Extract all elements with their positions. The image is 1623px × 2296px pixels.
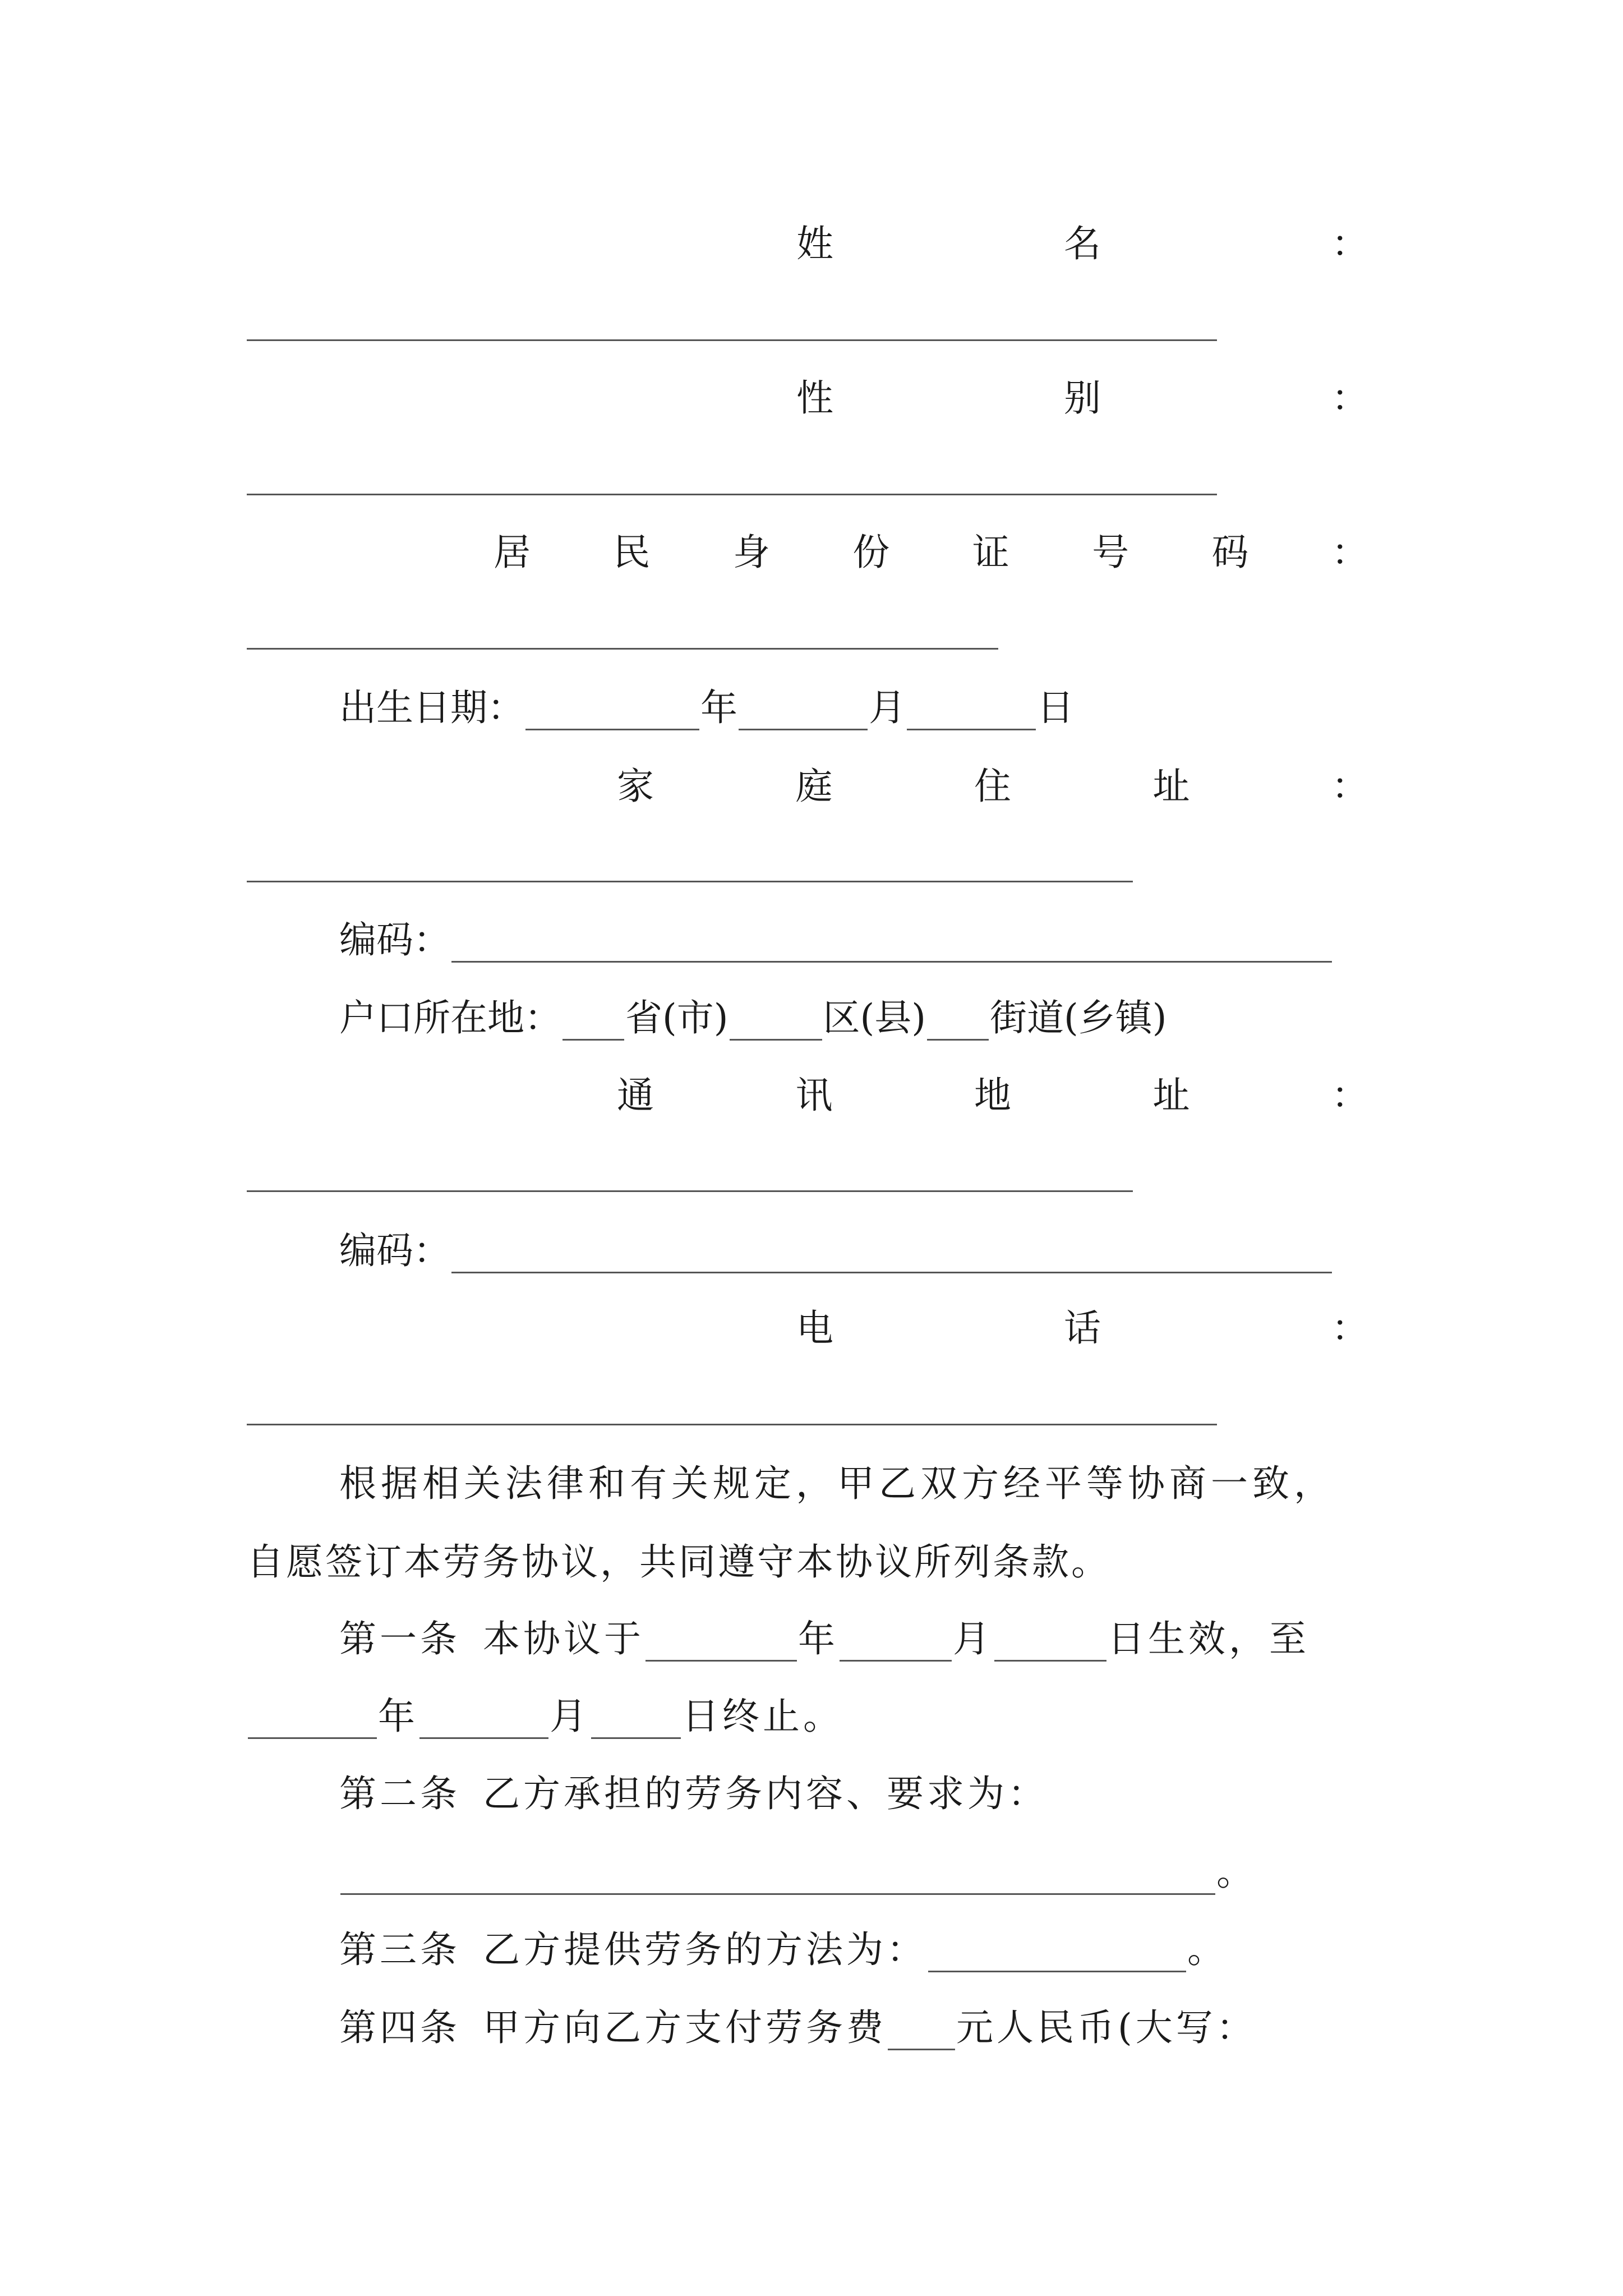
home-char-2: 庭 bbox=[795, 765, 833, 808]
article-3-line bbox=[339, 1927, 1228, 1972]
start-month-blank[interactable] bbox=[840, 1625, 952, 1662]
article-2-line-1 bbox=[339, 1772, 1048, 1816]
service-method-blank[interactable] bbox=[928, 1936, 1186, 1972]
article-2-line-2 bbox=[339, 1850, 1253, 1895]
start-year-blank[interactable] bbox=[645, 1625, 797, 1662]
article-3-heading: 第三条 bbox=[339, 1928, 460, 1971]
fee-amount-blank[interactable] bbox=[888, 2014, 955, 2050]
intro-text-2: 自愿签订本劳务协议，共同遵守本协议所列条款。 bbox=[247, 1540, 1110, 1584]
street-blank[interactable] bbox=[927, 1004, 989, 1041]
birth-date-row bbox=[339, 685, 1074, 730]
article-4-text-1: 甲方向乙方支付劳务费 bbox=[483, 2006, 887, 2049]
street-unit: 街道(乡镇) bbox=[990, 996, 1167, 1039]
home-char-1: 家 bbox=[617, 765, 654, 808]
phone-label-row bbox=[796, 1306, 1368, 1351]
name-colon: ： bbox=[1331, 222, 1368, 265]
name-char-1: 姓 bbox=[796, 222, 833, 265]
district-unit: 区(县) bbox=[823, 996, 926, 1039]
intro-paragraph-line-2 bbox=[247, 1540, 1110, 1585]
mail-char-1: 通 bbox=[617, 1074, 654, 1117]
phone-char-1: 电 bbox=[796, 1306, 833, 1350]
start-year-unit: 年 bbox=[798, 1617, 838, 1660]
end-day-blank[interactable] bbox=[591, 1703, 681, 1739]
household-registration-row bbox=[339, 996, 1167, 1041]
article-3-text: 乙方提供劳务的方法为： bbox=[483, 1928, 927, 1971]
province-unit: 省(市) bbox=[625, 996, 728, 1039]
id-colon: ： bbox=[1331, 531, 1368, 574]
postcode-blank-1[interactable] bbox=[451, 926, 1332, 963]
article-1-text-3: 日终止。 bbox=[682, 1695, 843, 1738]
article-1-text-2: 日生效，至 bbox=[1108, 1617, 1310, 1660]
phone-colon: ： bbox=[1331, 1306, 1368, 1350]
article-2-text: 乙方承担的劳务内容、要求为： bbox=[483, 1772, 1048, 1815]
mail-colon: ： bbox=[1331, 1074, 1368, 1117]
article-2-heading: 第二条 bbox=[339, 1772, 460, 1815]
birth-month-blank[interactable] bbox=[739, 694, 868, 730]
mail-char-4: 址 bbox=[1152, 1074, 1190, 1117]
district-blank[interactable] bbox=[730, 1004, 822, 1041]
gender-field-line[interactable] bbox=[247, 494, 1217, 495]
id-char-1: 居 bbox=[494, 531, 531, 574]
home-address-label-row bbox=[617, 764, 1368, 809]
name-field-line[interactable] bbox=[247, 339, 1217, 341]
article-2-end: 。 bbox=[1216, 1851, 1253, 1894]
id-char-7: 码 bbox=[1211, 531, 1249, 574]
postcode-label-2: 编码： bbox=[339, 1229, 450, 1272]
article-3-end: 。 bbox=[1187, 1928, 1228, 1971]
service-content-blank[interactable] bbox=[340, 1858, 1215, 1895]
home-address-field-line[interactable] bbox=[247, 881, 1133, 882]
postcode-row-2 bbox=[339, 1228, 1333, 1273]
birth-year-blank[interactable] bbox=[525, 694, 699, 730]
postcode-row-1 bbox=[339, 918, 1333, 963]
article-1-text-1: 本协议于 bbox=[483, 1617, 644, 1660]
mailing-address-label-row bbox=[617, 1073, 1368, 1118]
id-number-field-line[interactable] bbox=[247, 648, 998, 650]
id-char-3: 身 bbox=[732, 531, 770, 574]
article-1-line-1 bbox=[339, 1617, 1310, 1662]
end-year-blank[interactable] bbox=[248, 1703, 377, 1739]
name-label-row bbox=[796, 222, 1368, 266]
gender-char-1: 性 bbox=[796, 376, 833, 420]
postcode-blank-2[interactable] bbox=[451, 1237, 1332, 1273]
household-label: 户口所在地： bbox=[339, 996, 561, 1039]
article-4-line bbox=[339, 2005, 1257, 2050]
gender-char-2: 别 bbox=[1064, 376, 1101, 420]
intro-paragraph-line-1 bbox=[339, 1461, 1335, 1506]
gender-colon: ： bbox=[1331, 376, 1368, 420]
home-char-4: 址 bbox=[1152, 765, 1190, 808]
postcode-label-1: 编码： bbox=[339, 918, 450, 961]
end-month-blank[interactable] bbox=[419, 1703, 548, 1739]
gender-label-row bbox=[796, 376, 1368, 421]
id-char-6: 号 bbox=[1092, 531, 1129, 574]
article-1-heading: 第一条 bbox=[339, 1617, 460, 1660]
article-4-heading: 第四条 bbox=[339, 2006, 460, 2049]
birth-day-unit: 日 bbox=[1037, 686, 1074, 729]
id-char-5: 证 bbox=[972, 531, 1009, 574]
start-month-unit: 月 bbox=[953, 1617, 993, 1660]
article-4-text-2: 元人民币(大写： bbox=[956, 2006, 1257, 2049]
article-1-line-2 bbox=[247, 1694, 843, 1739]
home-colon: ： bbox=[1331, 765, 1368, 808]
start-day-blank[interactable] bbox=[994, 1625, 1106, 1662]
birth-date-label: 出生日期： bbox=[339, 686, 524, 729]
phone-field-line[interactable] bbox=[247, 1424, 1217, 1425]
name-char-2: 名 bbox=[1064, 222, 1101, 265]
birth-month-unit: 月 bbox=[869, 686, 906, 729]
mail-char-2: 讯 bbox=[795, 1074, 833, 1117]
id-char-2: 民 bbox=[613, 531, 651, 574]
id-char-4: 份 bbox=[852, 531, 890, 574]
intro-text-1: 根据相关法律和有关规定，甲乙双方经平等协商一致， bbox=[339, 1462, 1335, 1505]
mailing-address-field-line[interactable] bbox=[247, 1190, 1133, 1192]
id-number-label-row bbox=[494, 530, 1368, 575]
end-year-unit: 年 bbox=[378, 1695, 418, 1738]
home-char-3: 住 bbox=[974, 765, 1011, 808]
phone-char-2: 话 bbox=[1064, 1306, 1101, 1350]
province-blank[interactable] bbox=[562, 1004, 624, 1041]
end-month-unit: 月 bbox=[550, 1695, 590, 1738]
birth-day-blank[interactable] bbox=[907, 694, 1036, 730]
birth-year-unit: 年 bbox=[700, 686, 737, 729]
mail-char-3: 地 bbox=[974, 1074, 1011, 1117]
